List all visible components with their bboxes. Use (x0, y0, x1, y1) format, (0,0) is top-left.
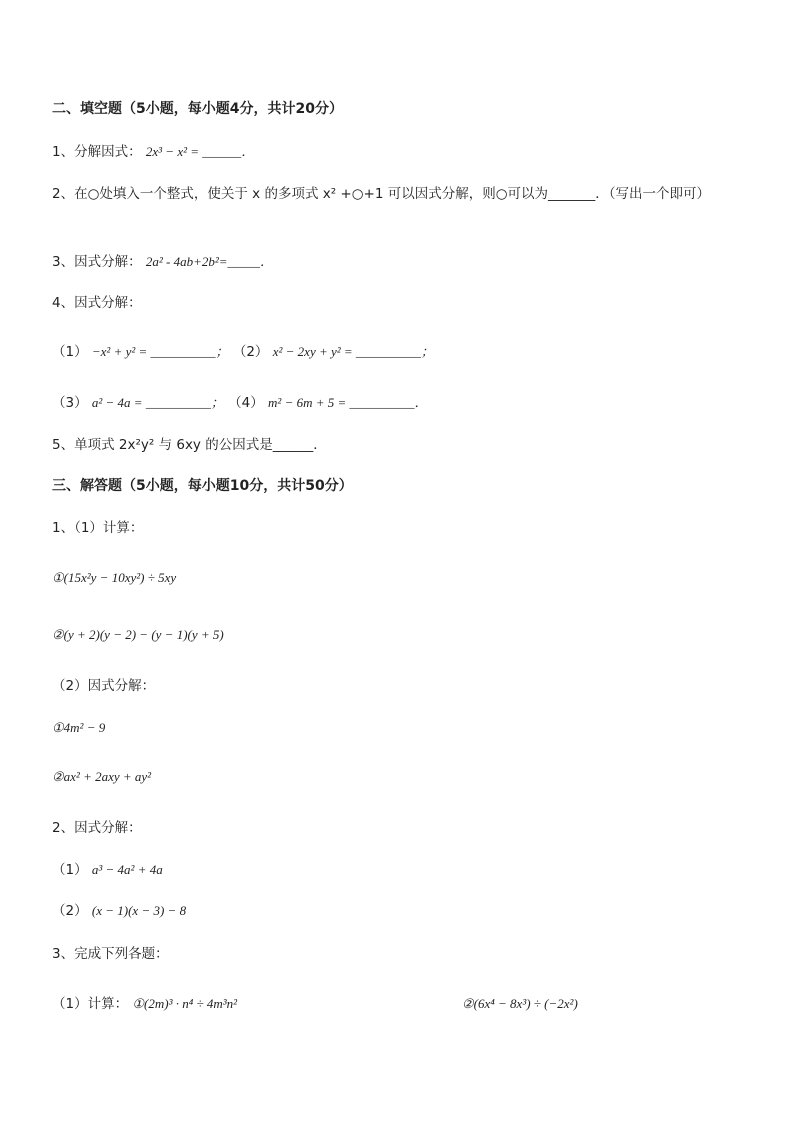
section-3-title: 三、解答题（5小题，每小题10分，共计50分） (52, 478, 353, 494)
math-expression: m² − 6m + 5 = __________． (268, 395, 428, 410)
question-prefix: 3、因式分解： (52, 254, 142, 270)
math-expression: −x² + y² = __________； (91, 344, 229, 359)
question-3-1-item2: ②(y + 2)(y − 2) − (y − 1)(y + 5) (52, 627, 224, 642)
part-label: （1） (52, 344, 88, 360)
part-label: （1）计算： (52, 996, 129, 1012)
part-label: （3） (52, 395, 88, 411)
part-label: （2） (52, 903, 88, 919)
question-3-2-stem: 2、因式分解： (52, 820, 142, 836)
question-3-2-part2 (52, 901, 186, 921)
question-3-1-item4: ②ax² + 2axy + ay² (52, 769, 152, 784)
question-2-3 (52, 252, 273, 272)
math-expression: ①(2m)³ · n⁴ ÷ 4m³n² (132, 996, 238, 1011)
question-2-4-stem: 4、因式分解： (52, 295, 142, 311)
question-3-1-item3: ①4m² − 9 (52, 720, 106, 735)
part-label: （4） (228, 395, 264, 411)
question-3-1-part2: （2）因式分解： (52, 678, 156, 694)
question-3-3-part2: ②(6x⁴ − 8x³) ÷ (−2x²) (462, 996, 578, 1011)
question-prefix: 1、分解因式： (52, 144, 142, 160)
question-3-1-part1: 1、（1）计算： (52, 520, 144, 536)
question-3-3-part1 (52, 994, 237, 1014)
math-expression: a² − 4a = __________； (91, 395, 224, 410)
question-2-5: 5、单项式 2x²y² 与 6xy 的公因式是______． (52, 437, 327, 453)
question-2-2: 2、在○处填入一个整式，使关于 x 的多项式 x² +○+1 可以因式分解，则○可以为_______．（写出一个即可） (52, 186, 710, 202)
question-2-4-row1 (52, 342, 434, 362)
question-3-2-part1 (52, 860, 163, 880)
section-2-title: 二、填空题（5小题，每小题4分，共计20分） (52, 101, 343, 117)
part-label: （1） (52, 862, 88, 878)
question-3-1-item1: ①(15x²y − 10xy²) ÷ 5xy (52, 570, 177, 585)
math-expression: 2x³ − x² = ______． (145, 144, 255, 159)
part-label: （2） (232, 344, 269, 360)
math-expression: (x − 1)(x − 3) − 8 (91, 903, 187, 918)
math-expression: x² − 2xy + y² = __________； (272, 344, 434, 359)
question-3-3-stem: 3、完成下列各题： (52, 946, 169, 962)
math-expression: a³ − 4a² + 4a (91, 862, 163, 877)
math-expression: 2a² - 4ab+2b²=_____． (145, 254, 274, 269)
question-2-1 (52, 142, 254, 162)
question-2-4-row2 (52, 393, 428, 413)
